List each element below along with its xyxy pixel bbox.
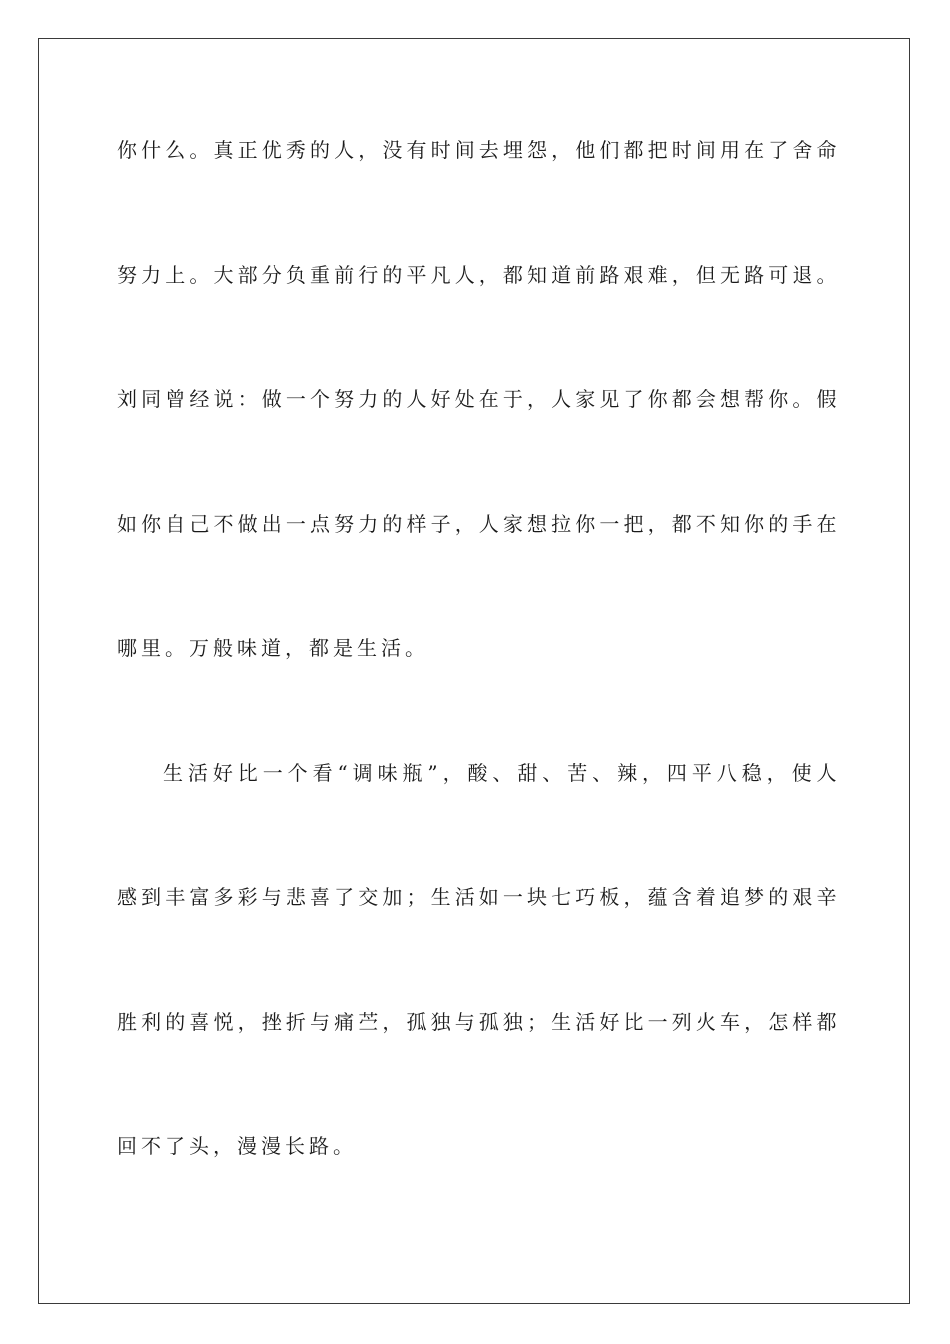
text-line: 回不了头，漫漫长路。 (117, 1134, 357, 1158)
text-line: 刘同曾经说：做一个努力的人好处在于，人家见了你都会想帮你。假 (117, 387, 837, 411)
text-line: 如你自己不做出一点努力的样子，人家想拉你一把，都不知你的手在 (117, 512, 837, 536)
page-border (38, 38, 910, 1304)
text-line: 努力上。大部分负重前行的平凡人，都知道前路艰难，但无路可退。 (117, 263, 837, 287)
text-line: 胜利的喜悦，挫折与痛苎，孤独与孤独；生活好比一列火车，怎样都 (117, 1010, 837, 1034)
text-line: 哪里。万般味道，都是生活。 (117, 636, 429, 660)
paragraph-first-line: 生活好比一个看“调味瓶”，酸、甜、苦、辣，四平八稳，使人 (163, 761, 837, 785)
text-line: 你什么。真正优秀的人，没有时间去埋怨，他们都把时间用在了舍命 (117, 138, 837, 162)
text-line: 感到丰富多彩与悲喜了交加；生活如一块七巧板，蕴含着追梦的艰辛 (117, 885, 837, 909)
